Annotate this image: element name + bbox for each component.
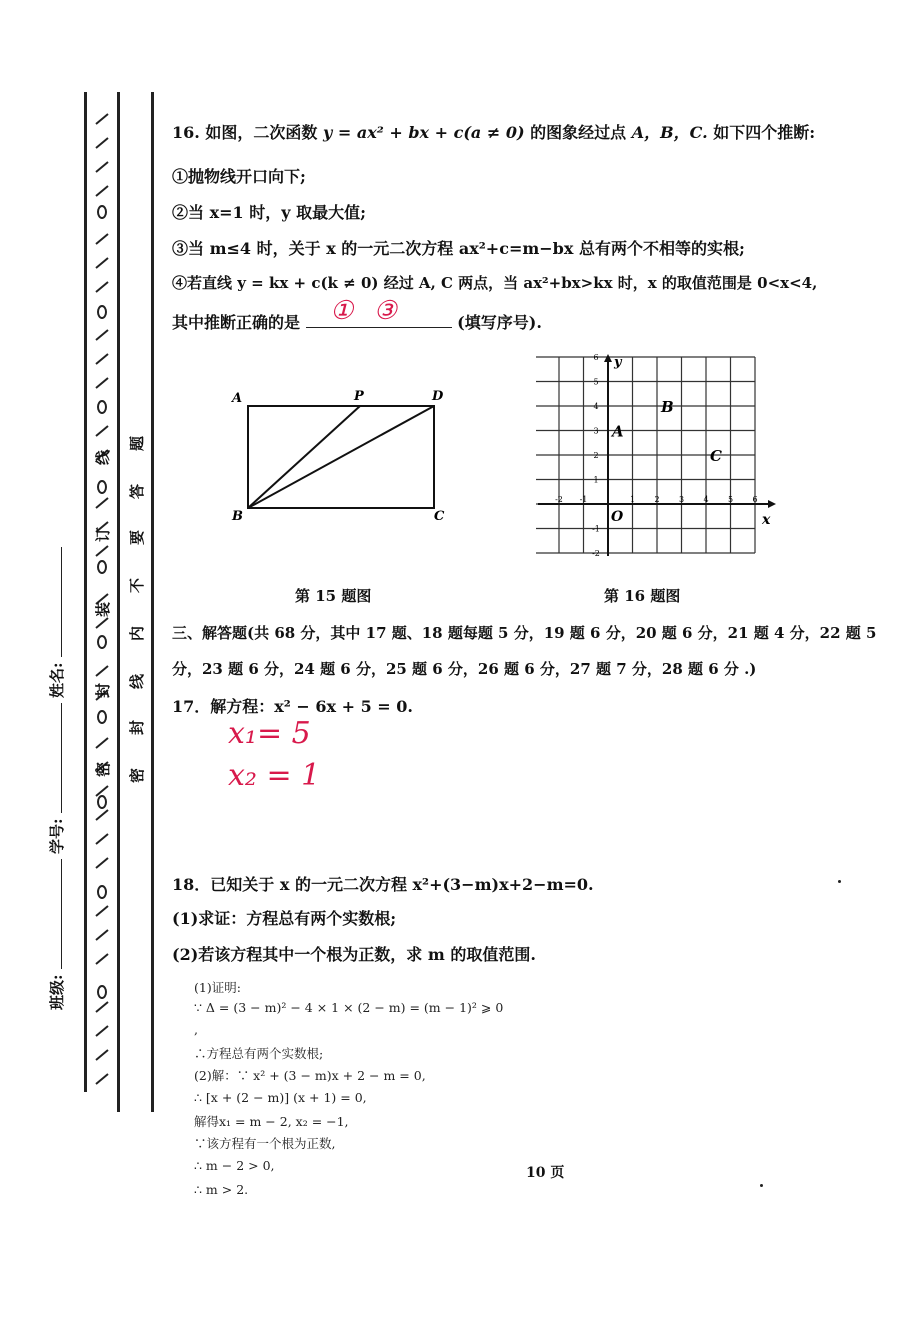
x-tick-label: -1 <box>579 495 588 504</box>
x-tick-label: 5 <box>727 495 734 504</box>
q16-stem <box>172 120 815 143</box>
solution-line: (2)解：∵ x² + (3 − m)x + 2 − m = 0, <box>194 1068 426 1083</box>
seal-inner-char: 要 <box>128 529 147 546</box>
q18-part-2: (2)若该方程其中一个根为正数，求 m 的取值范围. <box>172 945 536 964</box>
solution-line: ∵该方程有一个根为正数, <box>194 1136 336 1151</box>
seal-outer-char: 订 <box>94 526 113 543</box>
fig15-caption: 第 15 题图 <box>295 587 372 605</box>
q16-stem-a: 如图，二次函数 <box>205 123 318 142</box>
fig15-label-b: B <box>232 509 243 524</box>
student-id-label: 学号: <box>48 818 66 854</box>
x-axis-label: x <box>762 512 771 528</box>
q18-part-1: (1)求证：方程总有两个实数根; <box>172 909 397 928</box>
y-tick-label: 2 <box>593 451 599 460</box>
name-label: 姓名: <box>48 662 66 698</box>
q16-answer-suffix: (填写序号). <box>457 313 542 332</box>
x-tick-label: -2 <box>555 495 563 504</box>
q16-item-3: ③当 m≤4 时，关于 x 的一元二次方程 ax²+c=m−bx 总有两个不相等的实根; <box>172 239 745 258</box>
binding-line-middle <box>117 92 120 1112</box>
figure-16 <box>536 352 782 558</box>
section-3-line-1: 三、解答题(共 68 分，其中 17 题、18 题每题 5 分，19 题 6 分，20 题 6 分，21 题 4 分，22 题 5 <box>172 624 877 642</box>
class-field[interactable] <box>61 859 62 969</box>
y-tick-label: 3 <box>593 426 599 436</box>
binding-line-inner <box>151 92 154 1112</box>
binding-line-outer <box>84 92 87 1092</box>
y-tick-label: 5 <box>593 377 599 387</box>
point-label-a: A <box>612 422 624 441</box>
student-id-field[interactable] <box>61 703 62 813</box>
seal-circle <box>98 481 106 493</box>
fig15-label-p: P <box>354 389 364 404</box>
q16-answer-prefix: 其中推断正确的是 <box>172 313 301 332</box>
point-label-b: B <box>661 398 674 416</box>
solution-line: ∴ m − 2 > 0, <box>194 1158 275 1173</box>
fig15-label-a: A <box>232 391 243 406</box>
q16-formula: y = ax² + bx + c(a ≠ 0) <box>323 123 525 142</box>
q17-handwritten-x2: x₂ = 1 <box>228 758 321 793</box>
seal-circle <box>98 561 106 573</box>
x-tick-label: 3 <box>678 495 685 504</box>
seal-circle <box>98 796 106 808</box>
seal-circle <box>98 986 106 998</box>
x-tick-label: 1 <box>629 495 636 504</box>
q16-stem-c: 如下四个推断: <box>713 123 816 142</box>
q16-handwritten-answer: ① ③ <box>330 296 403 326</box>
solution-line: ∵ Δ = (3 − m)² − 4 × 1 × (2 − m) = (m − 1)² ⩾ 0 <box>194 1000 504 1015</box>
fig15-segment-bp <box>248 406 360 508</box>
x-axis-arrow <box>768 500 776 508</box>
y-tick-label: 4 <box>593 402 599 411</box>
seal-outer-char: 装 <box>94 601 113 618</box>
fig16-caption: 第 16 题图 <box>604 587 681 605</box>
seal-circle <box>98 206 106 218</box>
x-tick-label: 2 <box>654 495 660 504</box>
section-3-line-2: 分，23 题 6 分，24 题 6 分，25 题 6 分，26 题 6 分，27 题 7 分，28 题 6 分 .) <box>172 660 757 678</box>
q16-item-4: ④若直线 y = kx + c(k ≠ 0) 经过 A, C 两点，当 ax²+bx>kx 时，x 的取值范围是 0<x<4, <box>172 274 818 292</box>
seal-circle <box>98 306 106 318</box>
point-label-c: C <box>710 447 722 465</box>
y-tick-label: 6 <box>593 353 599 362</box>
seal-outer-char: 密 <box>94 761 113 778</box>
solution-line: (1)证明: <box>194 980 241 995</box>
seal-circle <box>98 636 106 648</box>
q17-text: 17．解方程：x² − 6x + 5 = 0. <box>172 697 413 716</box>
seal-circle <box>98 886 106 898</box>
student-info-block <box>46 210 70 1010</box>
solution-line: 解得x₁ = m − 2, x₂ = −1, <box>194 1114 349 1129</box>
q17-handwritten-x1: x₁= 5 <box>228 716 311 751</box>
seal-inner-char: 线 <box>128 673 147 690</box>
x-tick-label: 6 <box>752 495 758 504</box>
x-tick-label: 4 <box>703 495 709 504</box>
seal-outer-char: 封 <box>94 682 113 699</box>
q16-item-1: ①抛物线开口向下; <box>172 167 306 186</box>
y-axis-label: y <box>614 355 622 370</box>
solution-line: ∴ m > 2. <box>194 1182 249 1197</box>
q16-stem-b: 的图象经过点 <box>530 123 627 142</box>
seal-circle <box>98 401 106 413</box>
seal-inner-char: 题 <box>128 435 147 452</box>
y-axis-arrow <box>604 354 612 362</box>
page-number: 10 页 <box>526 1165 565 1181</box>
seal-circle <box>98 711 106 723</box>
stray-dot <box>838 880 841 883</box>
fig15-label-d: D <box>432 389 444 404</box>
origin-label: O <box>611 509 624 525</box>
class-label: 班级: <box>48 974 66 1010</box>
seal-inner-char: 封 <box>128 719 147 736</box>
y-tick-label: -1 <box>592 524 600 534</box>
solution-line: ∴ [x + (2 − m)] (x + 1) = 0, <box>194 1090 367 1105</box>
solution-line: , <box>194 1022 198 1037</box>
q16-points: A，B，C. <box>631 123 708 142</box>
seal-inner-char: 不 <box>128 577 147 594</box>
solution-line: ∴方程总有两个实数根; <box>194 1046 324 1061</box>
q16-number: 16. <box>172 123 200 142</box>
q16-item-2: ②当 x=1 时，y 取最大值; <box>172 203 367 222</box>
y-tick-label: -2 <box>592 549 600 558</box>
figure-15 <box>228 384 458 524</box>
seal-inner-char: 内 <box>128 625 147 642</box>
name-field[interactable] <box>61 547 62 657</box>
seal-inner-char: 密 <box>128 767 147 784</box>
y-tick-label: 1 <box>593 475 599 485</box>
seal-inner-char: 答 <box>128 483 147 500</box>
fig15-label-c: C <box>434 509 445 524</box>
stray-dot <box>760 1184 763 1187</box>
fig15-segment-bd <box>248 406 434 508</box>
q18-stem: 18．已知关于 x 的一元二次方程 x²+(3−m)x+2−m=0. <box>172 875 594 894</box>
seal-outer-char: 线 <box>94 449 113 466</box>
